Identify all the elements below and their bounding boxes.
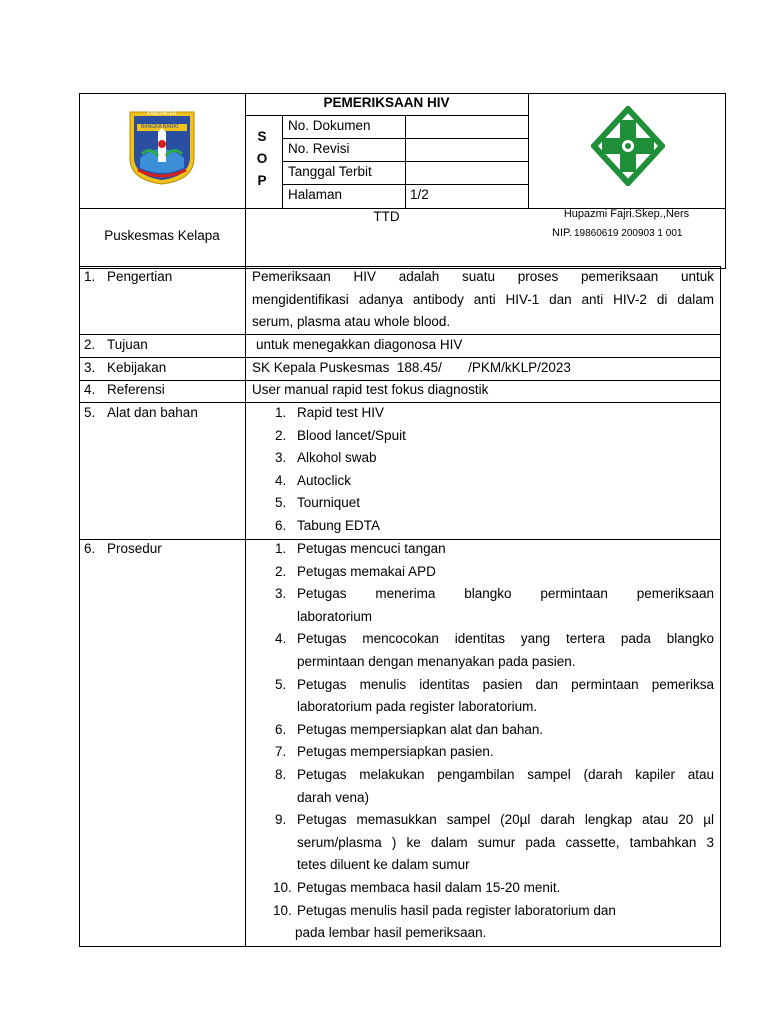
row-number: 1. (84, 269, 96, 284)
body-left-border (79, 266, 80, 947)
row-number: 2. (84, 337, 96, 352)
row-label: Prosedur (107, 541, 162, 556)
procedure-step-text: Petugas mencocokan identitas yang tertera pada blangko (297, 631, 714, 647)
row-number: 4. (84, 382, 96, 397)
procedure-step-text: Petugas menerima blangko permintaan pemeriksaan (297, 586, 714, 602)
list-item-number: 6. (275, 518, 287, 533)
row-number: 5. (84, 405, 96, 420)
step-number: 2. (275, 563, 287, 579)
facility-name: Puskesmas Kelapa (104, 228, 220, 243)
row-line-1 (79, 334, 721, 335)
list-item-number: 3. (275, 450, 287, 466)
row-label: Alat dan bahan (107, 405, 198, 420)
list-item-number: 2. (275, 427, 287, 443)
policy-text: SK Kepala Puskesmas 188.45/ /PKM/kKLP/2023 (252, 360, 571, 375)
procedure-step-text: laboratorium pada register laboratorium. (297, 699, 538, 715)
field-halaman-value: 1/2 (410, 187, 429, 202)
procedure-step-text: Petugas mempersiapkan pasien. (297, 744, 494, 760)
field-no-revisi-label: No. Revisi (288, 141, 350, 156)
step-number: 7. (275, 744, 287, 760)
title-bottom-line (245, 115, 528, 116)
definition-line: serum, plasma atau whole blood. (252, 314, 451, 329)
field-line-3 (282, 184, 528, 185)
row-number: 3. (84, 360, 96, 375)
logo-band-text: BANGKA BARAT (141, 124, 180, 130)
header-right-border (725, 93, 726, 269)
procedure-step-text: Petugas memakai APD (297, 563, 436, 579)
step-number: 1. (275, 541, 287, 556)
procedure-step-text: Petugas melakukan pengambilan sampel (darah kapiler atau (297, 767, 714, 782)
procedure-step-text: permintaan dengan menanyakan pada pasien. (297, 654, 576, 669)
list-item-number: 4. (275, 472, 287, 488)
sop-letter-s: S (257, 129, 267, 144)
list-item-number: 5. (275, 495, 287, 511)
procedure-step-text: Petugas menulis identitas pasien dan permintaan pemeriksa (297, 676, 714, 692)
ttd-label: TTD (373, 209, 400, 224)
field-tanggal-terbit-label: Tanggal Terbit (288, 164, 372, 179)
equipment-item: Blood lancet/Spuit (297, 427, 406, 443)
field-no-dokumen-label: No. Dokumen (288, 118, 371, 133)
definition-line: mengidentifikasi adanya antibody anti HIV-1 dan anti HIV-2 di dalam (252, 292, 714, 307)
sop-letter-p: P (257, 173, 267, 188)
step-number: 6. (275, 721, 287, 737)
page-title: PEMERIKSAAN HIV (323, 95, 450, 110)
procedure-step-text: pada lembar hasil pemeriksaan. (295, 925, 487, 941)
equipment-item: Tourniquet (297, 495, 361, 511)
procedure-step-text: Petugas memasukkan sampel (20µl darah lengkap atau 20 µl (297, 812, 714, 828)
purpose-text: untuk menegakkan diagonosa HIV (256, 337, 463, 352)
body-right-border (720, 266, 721, 947)
procedure-step-text: serum/plasma ) ke dalam sumur pada cassette, tambahkan 3 (297, 834, 714, 850)
row-line-4 (79, 402, 721, 403)
step-number: 3. (275, 586, 287, 602)
body-top-border (79, 266, 721, 267)
row-label: Pengertian (107, 269, 173, 284)
procedure-step-text: Petugas mencuci tangan (297, 541, 446, 556)
procedure-step-text: tetes diluent ke dalam sumur (297, 857, 470, 873)
row-number: 6. (84, 541, 96, 556)
procedure-step-text: Petugas membaca hasil dalam 15-20 menit. (297, 880, 561, 895)
signer-nip: 19860619 200903 1 001 (574, 228, 683, 239)
step-number: 8. (275, 767, 287, 782)
field-halaman-label: Halaman (288, 187, 343, 202)
equipment-item: Tabung EDTA (297, 518, 381, 533)
equipment-item: Rapid test HIV (297, 405, 385, 420)
health-cross-icon (591, 106, 665, 186)
field-line-1 (282, 138, 528, 139)
sop-letter-o: O (256, 151, 268, 166)
list-item-number: 1. (275, 405, 287, 420)
header-col-divider-2 (528, 93, 529, 208)
body-bottom-border (79, 946, 721, 947)
step-number: 10. (273, 880, 292, 895)
field-line-2 (282, 161, 528, 162)
row-label: Tujuan (107, 337, 148, 352)
reference-text: User manual rapid test fokus diagnostik (252, 382, 489, 397)
step-number: 5. (275, 676, 287, 692)
row-label: Referensi (107, 382, 165, 397)
logo-top-text: KABUPATEN (147, 111, 177, 117)
definition-line: Pemeriksaan HIV adalah suatu proses pemeriksaan untuk (252, 269, 714, 284)
regency-logo (128, 110, 196, 186)
procedure-step-text: Petugas mempersiapkan alat dan bahan. (297, 721, 544, 737)
signer-name: Hupazmi Fajri.Skep.,Ners (563, 208, 690, 220)
procedure-step-text: laboratorium (297, 608, 373, 624)
row-line-2 (79, 357, 721, 358)
header-col-divider-1 (245, 93, 246, 269)
equipment-item: Autoclick (297, 472, 352, 488)
puskesmas-logo (591, 106, 665, 186)
equipment-item: Alkohol swab (297, 450, 377, 466)
step-number: 10. (273, 902, 292, 918)
step-number: 4. (275, 631, 287, 647)
procedure-step-text: darah vena) (297, 789, 370, 805)
step-number: 9. (275, 812, 287, 828)
body-col-divider (245, 266, 246, 947)
regency-emblem-icon (128, 110, 196, 186)
procedure-step-text: Petugas menulis hasil pada register laboratorium dan (297, 902, 616, 918)
row-label: Kebijakan (107, 360, 167, 375)
signer-nip-label: NIP. (552, 227, 572, 239)
